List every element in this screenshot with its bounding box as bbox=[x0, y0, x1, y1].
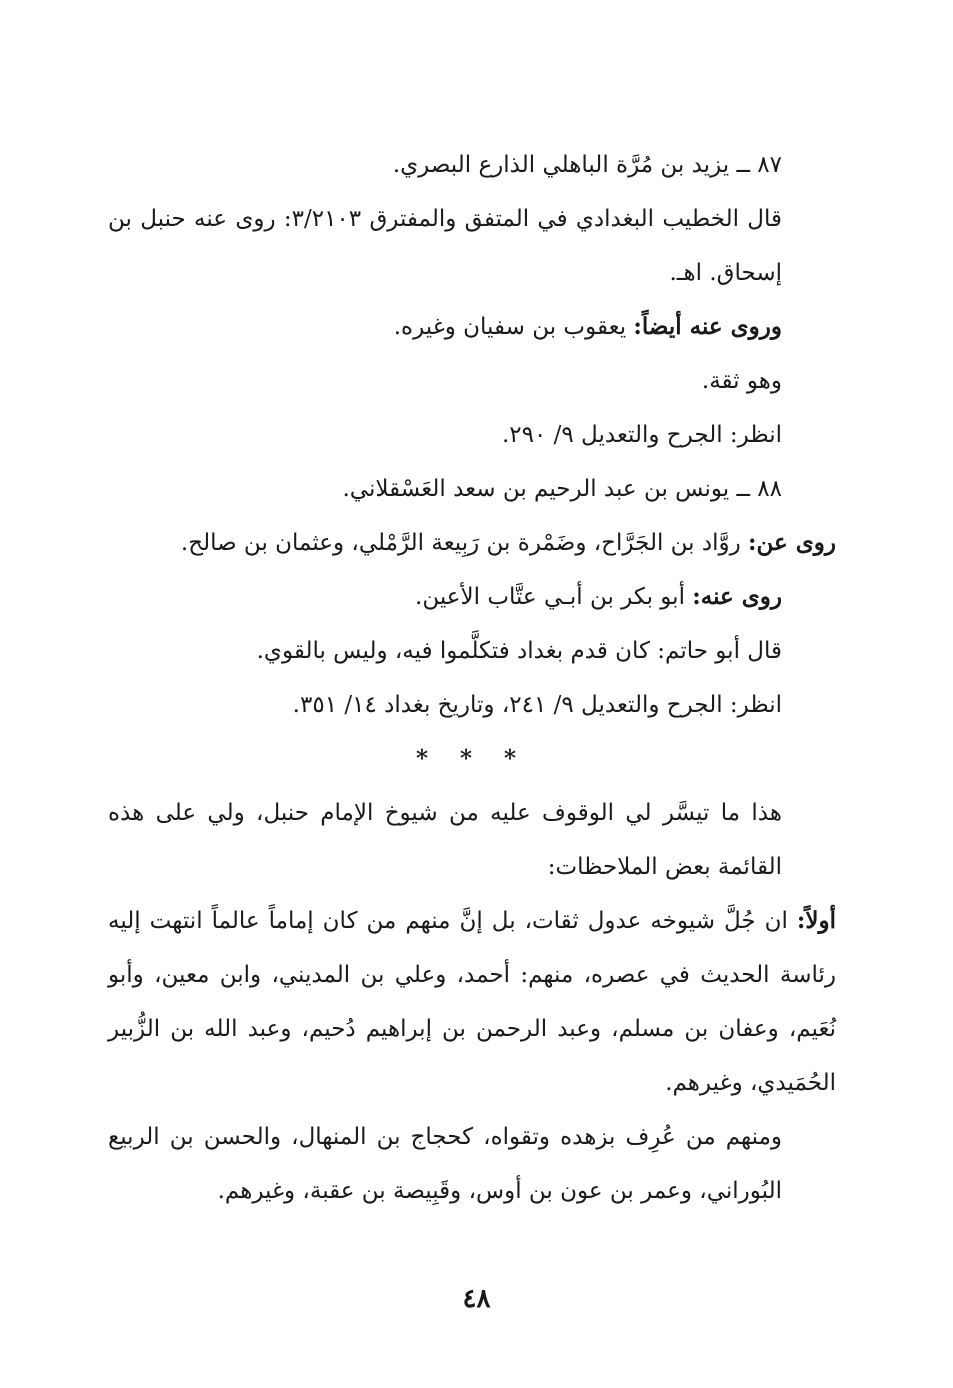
entry-88-from-text: روَّاد بن الجَرَّاح، وضَمْرة بن رَبِيعة الرَّمْلي، وعثمان بن صالح. bbox=[180, 530, 749, 556]
entry-87-heading: ٨٧ ــ يزيد بن مُرَّة الباهلي الذارع البصري. bbox=[392, 152, 782, 178]
entry-87-khatib: قال الخطيب البغدادي في المتفق والمفترق ٣/٢١٠٣: روى عنه حنبل بن إسحاق. اهـ. bbox=[108, 206, 782, 286]
first-note-text: ان جُلَّ شيوخه عدول ثقات، بل إنَّ منهم من كان إماماً عالماً انتهت إليه رئاسة الحديث في عصره، منهم: أحمد، وعلي بن المديني، وابن معين، وأبو نُعَيم، وعفان بن مسلم، وعبد الرحمن بن إبراهيم دُحيم، وعبد الله بن الزُّبير الحُمَيدي، وغيرهم. bbox=[108, 908, 836, 1096]
entry-88-by bbox=[108, 570, 836, 624]
zuhd-paragraph: ومنهم من عُرِف بزهده وتقواه، كحجاج بن المنهال، والحسن بن الربيع البُوراني، وعمر بن عون بن أوس، وقَبِيصة بن عقبة، وغيرهم. bbox=[108, 1124, 782, 1204]
entry-88-abuhatim: قال أبو حاتم: كان قدم بغداد فتكلَّموا فيه، وليس بالقوي. bbox=[256, 638, 782, 664]
entry-87-also-text: يعقوب بن سفيان وغيره. bbox=[393, 314, 634, 340]
page-body bbox=[108, 138, 836, 1218]
entry-87-also-label: وروى عنه أيضاً: bbox=[633, 313, 782, 340]
entry-87-ref: انظر: الجرح والتعديل ٩/ ٢٩٠. bbox=[501, 422, 782, 448]
first-note-label: أولاً: bbox=[796, 907, 836, 934]
entry-88-heading: ٨٨ ــ يونس بن عبد الرحيم بن سعد العَسْقلاني. bbox=[342, 476, 782, 502]
page-number: ٤٨ bbox=[462, 1284, 491, 1314]
entry-88-by-label: روى عنه: bbox=[692, 583, 782, 610]
entry-88-by-text: أبو بكر بن أبـي عتَّاب الأعين. bbox=[415, 584, 693, 610]
entry-87-also bbox=[108, 300, 836, 354]
section-separator: * * * bbox=[415, 745, 529, 772]
entry-87-thiqa: وهو ثقة. bbox=[701, 368, 782, 394]
entry-88-from bbox=[108, 516, 836, 570]
entry-88-from-label: روى عن: bbox=[748, 529, 836, 556]
entry-88-ref: انظر: الجرح والتعديل ٩/ ٢٤١، وتاريخ بغداد ١٤/ ٣٥١. bbox=[292, 692, 782, 718]
intro-paragraph: هذا ما تيسَّر لي الوقوف عليه من شيوخ الإمام حنبل، ولي على هذه القائمة بعض الملاحظات: bbox=[108, 800, 782, 880]
first-note-paragraph bbox=[108, 894, 836, 1110]
